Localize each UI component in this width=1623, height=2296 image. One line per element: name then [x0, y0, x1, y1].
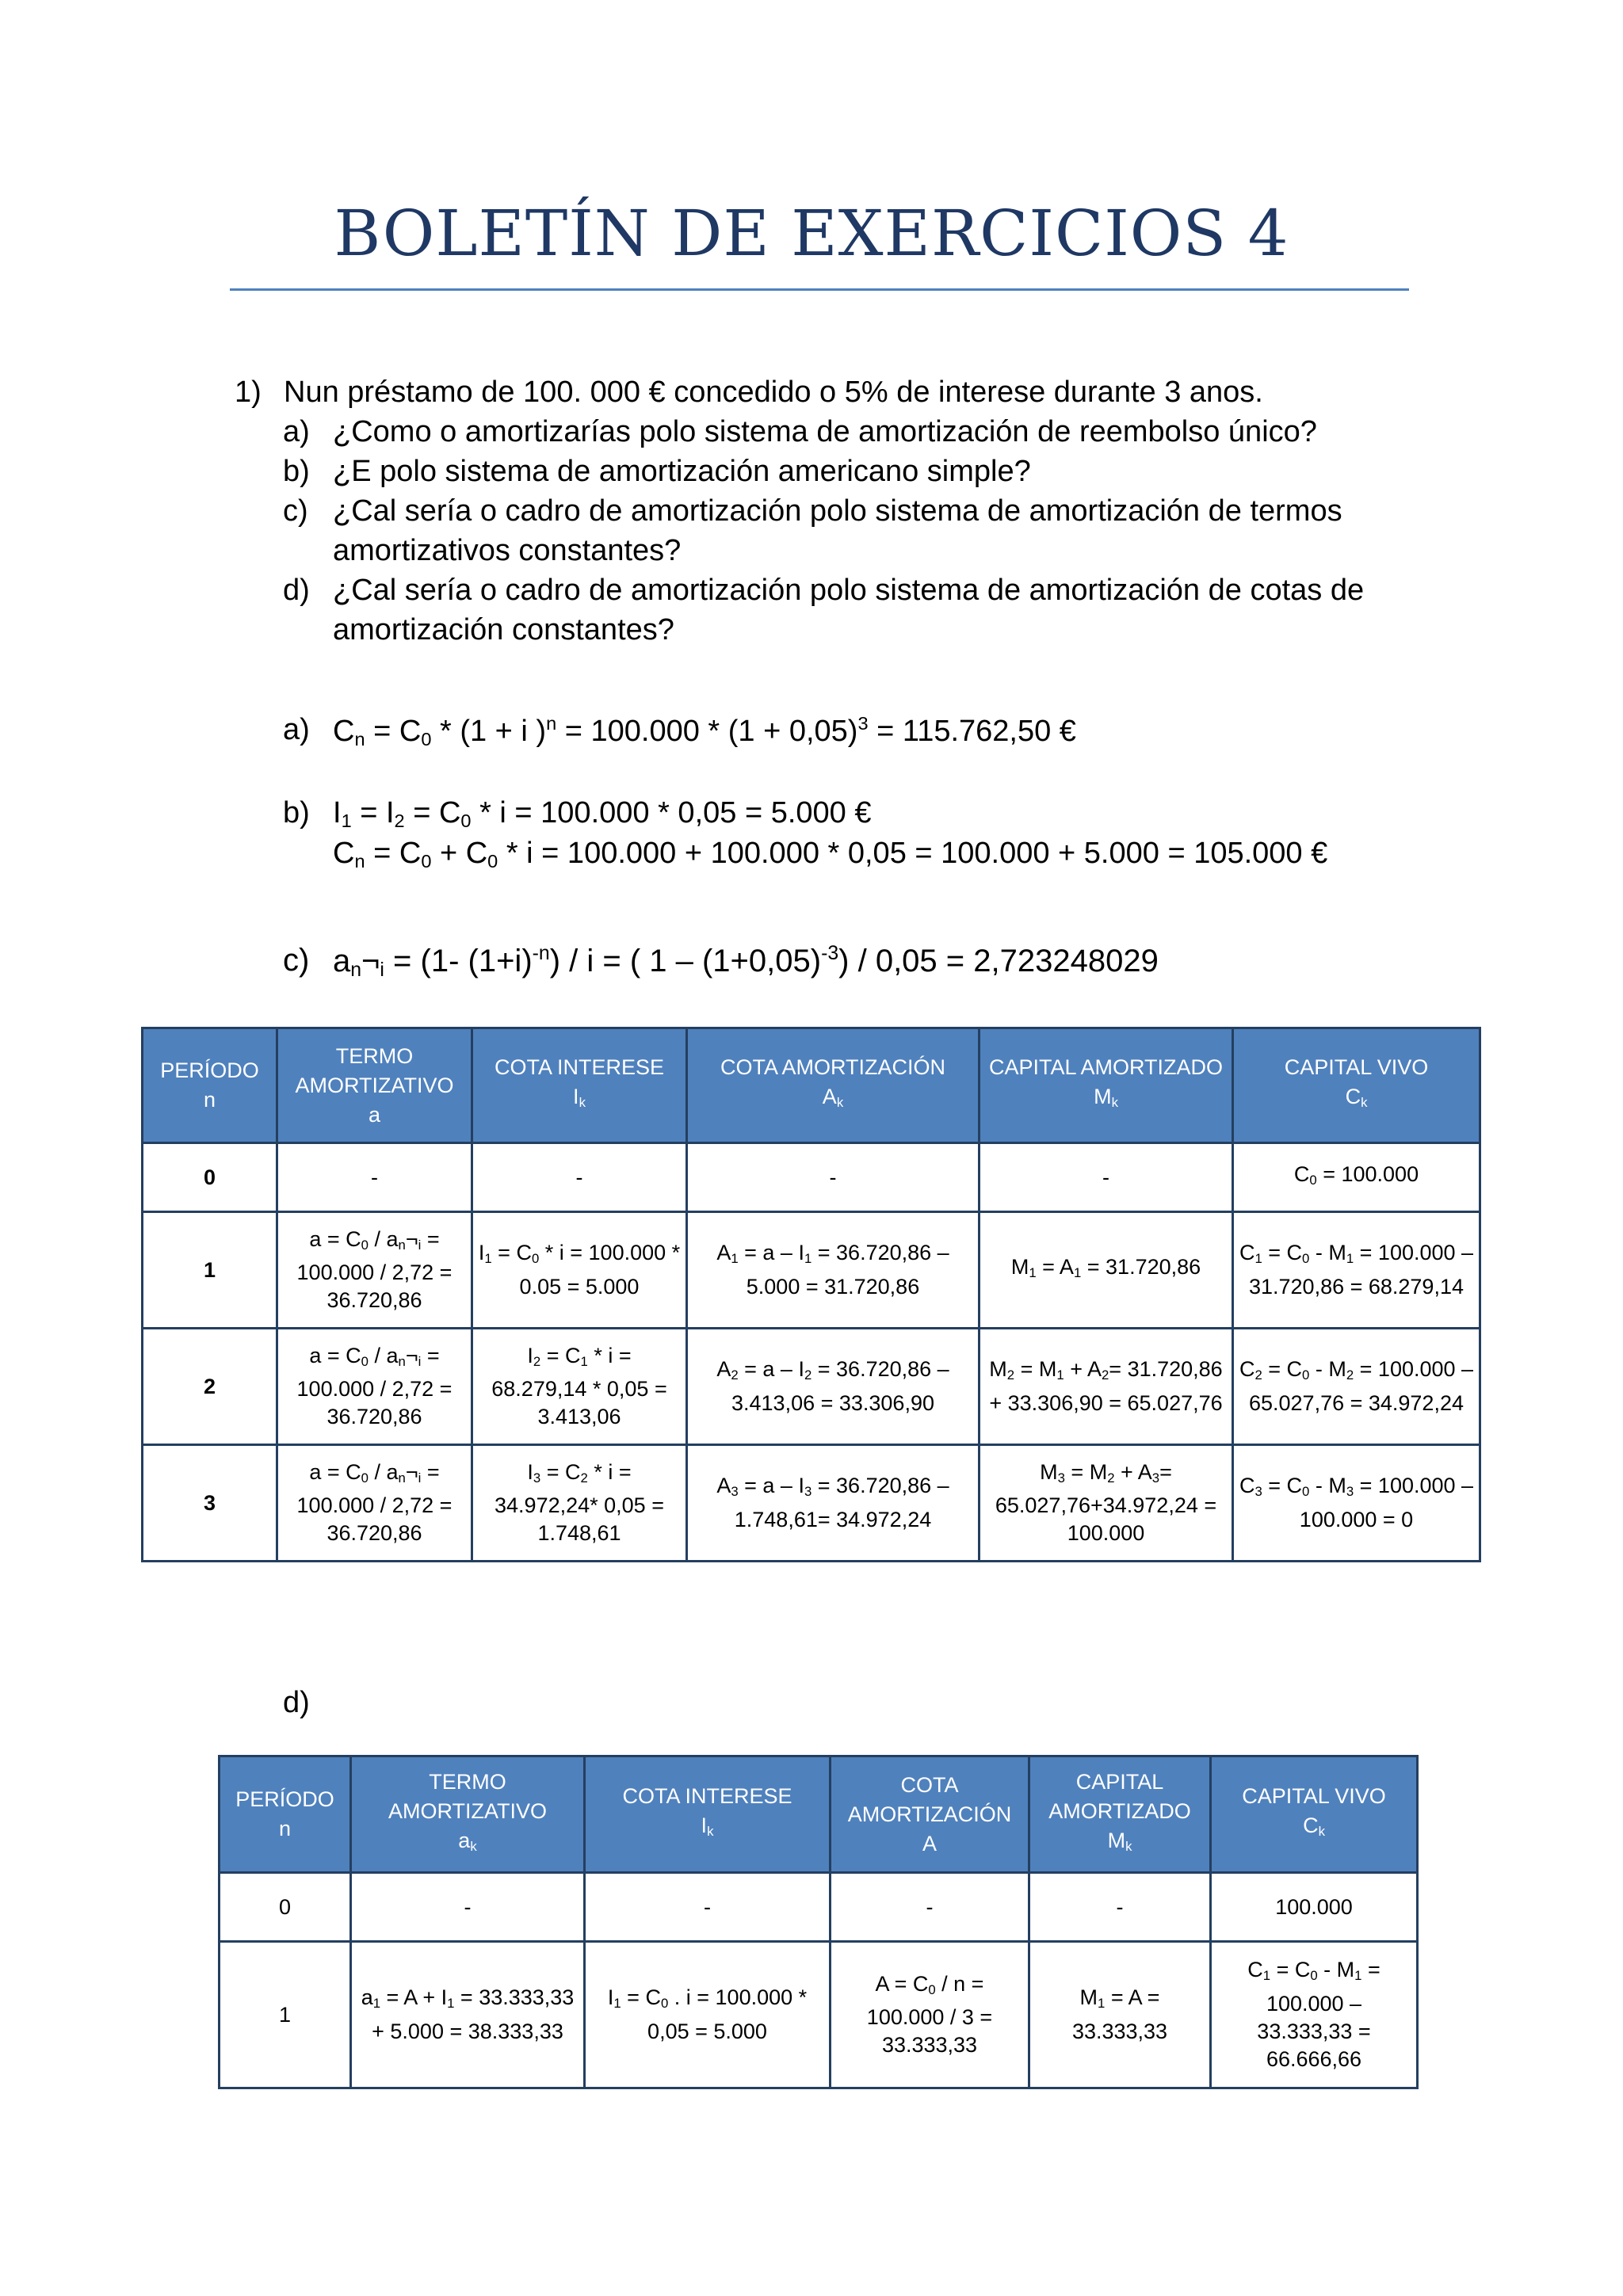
document-title: BOLETÍN DE EXERCICIOS 4 — [334, 196, 1289, 270]
table-c-header-label: CAPITAL VIVO — [1284, 1055, 1429, 1080]
table-cell: $I_3 = C_2 * i = 34.972,24*$ 0,05 = 1.748,61 — [472, 1445, 687, 1562]
answer-c-formula: $a_n\neg_i = (1-$ $(1+i)^{-n}) / i$ = ( $1 - (1+0,05)^{-3}) / 0,05 = 2,723248029$ — [333, 943, 1159, 982]
item-d-label: d) — [283, 574, 310, 607]
table-c-header-row — [143, 1028, 1480, 1143]
table-c-header-symbol: $M_k$ — [1094, 1085, 1118, 1111]
answer-a — [283, 713, 1076, 749]
table-row — [143, 1143, 1480, 1212]
table-d-header-2 — [585, 1756, 831, 1873]
amortization-table-d — [218, 1755, 1419, 2089]
amortization-table-c — [141, 1027, 1481, 1562]
table-cell: $a_1 = A + I_1 = 33.333,33 + 5.000 = 38.333,33$ — [351, 1942, 585, 2088]
table-c-header-symbol: $C_k$ — [1345, 1085, 1368, 1111]
table-cell: 0 — [220, 1873, 351, 1942]
table-d-header-row — [220, 1756, 1418, 1873]
item-a — [283, 412, 1317, 452]
table-cell: - — [351, 1873, 585, 1942]
table-d-header-label: CAPITAL VIVO — [1242, 1784, 1386, 1809]
item-b-label: b) — [283, 455, 310, 488]
item-b-text: ¿E polo sistema de amortización americano simple? — [333, 455, 1031, 488]
table-cell: $a = C_0$ / $a_n\neg_i = 100.000 / 2,72 = 36.720,86$ — [277, 1212, 472, 1329]
table-cell: $a = C_0$ / $a_n\neg_i = 100.000 / 2,72 = 36.720,86$ — [277, 1329, 472, 1445]
item-a-text: ¿Como o amortizarías polo sistema de amortización de reembolso único? — [333, 415, 1317, 448]
table-c-header-label: PERÍODO — [160, 1058, 259, 1082]
table-d-header-0 — [220, 1756, 351, 1873]
answer-b-label: b) — [283, 796, 310, 830]
table-c-header-label: TERMO AMORTIZATIVO — [295, 1043, 454, 1097]
table-cell: $I_1 = C_0 * i = 100.000 * 0.05 = 5.000$ — [472, 1212, 687, 1329]
table-cell: $C_0 = 100.000$ — [1233, 1143, 1480, 1212]
answer-c-label: c) — [283, 943, 310, 978]
item-c — [283, 491, 1342, 531]
table-cell: $M_1 = A_1 = 31.720,86$ — [980, 1212, 1233, 1329]
answer-b — [283, 796, 872, 831]
problem-statement — [235, 372, 1263, 412]
table-cell: 1 — [143, 1212, 277, 1329]
table-d-header-label: PERÍODO — [235, 1787, 334, 1811]
table-c-header-symbol: n — [203, 1088, 216, 1112]
table-cell: - — [1029, 1873, 1211, 1942]
table-c-header-3 — [687, 1028, 980, 1143]
table-cell: 0 — [143, 1143, 277, 1212]
table-cell: $A_2 = a - I_2 = 36.720,86 - 3.413,06 = 33.306,90$ — [687, 1329, 980, 1445]
item-b — [283, 452, 1031, 491]
table-cell: $M_3 = M_2 + A_3= 65.027,76+34.972,24 = 100.000$ — [980, 1445, 1233, 1562]
table-c-header-0 — [143, 1028, 277, 1143]
table-d-header-label: COTA INTERESE — [622, 1784, 792, 1809]
table-cell: 3 — [143, 1445, 277, 1562]
table-cell: $A_1 = a - I_1 = 36.720,86 - 5.000 = 31.720,86$ — [687, 1212, 980, 1329]
table-cell: $C_3 = C_0 - M_3 = 100.000 - 100.000 = 0$ — [1233, 1445, 1480, 1562]
table-cell: $M_2 = M_1 + A_2= 31.720,86 + 33.306,90 = 65.027,76$ — [980, 1329, 1233, 1445]
table-row — [220, 1873, 1418, 1942]
table-c-header-4 — [980, 1028, 1233, 1143]
table-c-header-symbol: $I_k$ — [573, 1085, 586, 1111]
table-d-header-1 — [351, 1756, 585, 1873]
table-row — [220, 1942, 1418, 2088]
table-cell: 1 — [220, 1942, 351, 2088]
table-c-header-5 — [1233, 1028, 1480, 1143]
table-cell: $C_2 = C_0 - M_2 = 100.000 - 65.027,76 = 34.972,24$ — [1233, 1329, 1480, 1445]
table-cell: 100.000 — [1211, 1873, 1418, 1942]
table-d-header-5 — [1211, 1756, 1418, 1873]
table-d-header-symbol: $a_k$ — [458, 1828, 477, 1855]
table-d-header-symbol: $C_k$ — [1303, 1814, 1325, 1840]
table-cell: - — [472, 1143, 687, 1212]
table-d-header-symbol: n — [278, 1817, 292, 1840]
table-cell: - — [980, 1143, 1233, 1212]
table-cell: $A = C_0 / n = 100.000 / 3 = 33.333,33$ — [831, 1942, 1029, 2088]
answer-a-formula: $C_n = C_0 * (1 + i$ )$^n = 100.000 * (1 + 0,05)^3 = 115.762,50$ € — [333, 713, 1076, 749]
table-cell: $C_1 = C_0 - M_1 = 100.000 - 33.333,33 = 66.666,66$ — [1211, 1942, 1418, 2088]
item-d-continued: amortización constantes? — [333, 613, 674, 646]
problem-number: 1) — [235, 376, 262, 409]
table-row — [143, 1329, 1480, 1445]
answer-c — [283, 943, 1159, 982]
answer-b-formula-2: $C_n = C_0 + C_0 * i = 100.000 + 100.000 * 0,05 = 100.000 + 5.000 = 105.000$ € — [333, 837, 1328, 871]
table-cell: $M_1 = A = 33.333,33$ — [1029, 1942, 1211, 2088]
item-d-text: ¿Cal sería o cadro de amortización polo sistema de amortización de cotas de — [333, 574, 1365, 607]
table-d-header-label: TERMO AMORTIZATIVO — [388, 1769, 547, 1823]
table-d-header-symbol: $I_k$ — [701, 1814, 714, 1840]
table-c-header-label: COTA INTERESE — [494, 1055, 665, 1080]
table-cell: - — [687, 1143, 980, 1212]
table-cell: - — [585, 1873, 831, 1942]
table-cell: $A_3 = a - I_3 = 36.720,86 - 1.748,61= 34.972,24$ — [687, 1445, 980, 1562]
problem-text: Nun préstamo de 100. 000 € concedido o 5% de interese durante 3 anos. — [284, 376, 1263, 409]
item-a-label: a) — [283, 415, 310, 448]
table-cell: $C_1 = C_0 - M_1 = 100.000 - 31.720,86 = 68.279,14$ — [1233, 1212, 1480, 1329]
title-underline — [230, 288, 1409, 291]
table-cell: - — [831, 1873, 1029, 1942]
table-d-header-label: CAPITAL AMORTIZADO — [1048, 1769, 1191, 1823]
table-d-header-3 — [831, 1756, 1029, 1873]
table-c-header-label: CAPITAL AMORTIZADO — [988, 1055, 1224, 1080]
answer-b-formula-1: $I_1 = I_2 = C_0 * i = 100.000 * 0,05 = 5.000$ € — [333, 796, 872, 831]
table-c-header-2 — [472, 1028, 687, 1143]
table-row — [143, 1445, 1480, 1562]
answer-d-label: d) — [283, 1686, 310, 1719]
table-c-header-1 — [277, 1028, 472, 1143]
table-d-header-label: COTA AMORTIZACIÓN — [847, 1772, 1012, 1826]
item-c-label: c) — [283, 494, 308, 528]
table-c-header-symbol: a — [368, 1102, 381, 1127]
table-c-header-symbol: $A_k$ — [822, 1085, 844, 1111]
answer-a-label: a) — [283, 713, 310, 746]
table-cell: $I_2 = C_1 * i = 68.279,14 * 0,05 = 3.413,06$ — [472, 1329, 687, 1445]
item-c-text: ¿Cal sería o cadro de amortización polo sistema de amortización de termos — [333, 494, 1342, 528]
table-d-header-symbol: $M_k$ — [1107, 1828, 1132, 1855]
table-c-header-label: COTA AMORTIZACIÓN — [720, 1055, 946, 1080]
table-row — [143, 1212, 1480, 1329]
table-cell: $a = C_0$ / $a_n\neg_i = 100.000 / 2,72 = 36.720,86$ — [277, 1445, 472, 1562]
table-cell: - — [277, 1143, 472, 1212]
table-d-header-4 — [1029, 1756, 1211, 1873]
item-c-continued: amortizativos constantes? — [333, 534, 682, 567]
table-d-header-symbol: A — [922, 1831, 937, 1855]
table-cell: $I_1 = C_0$ . i = 100.000 * 0,05 = 5.000 — [585, 1942, 831, 2088]
item-d — [283, 570, 1365, 610]
table-cell: 2 — [143, 1329, 277, 1445]
